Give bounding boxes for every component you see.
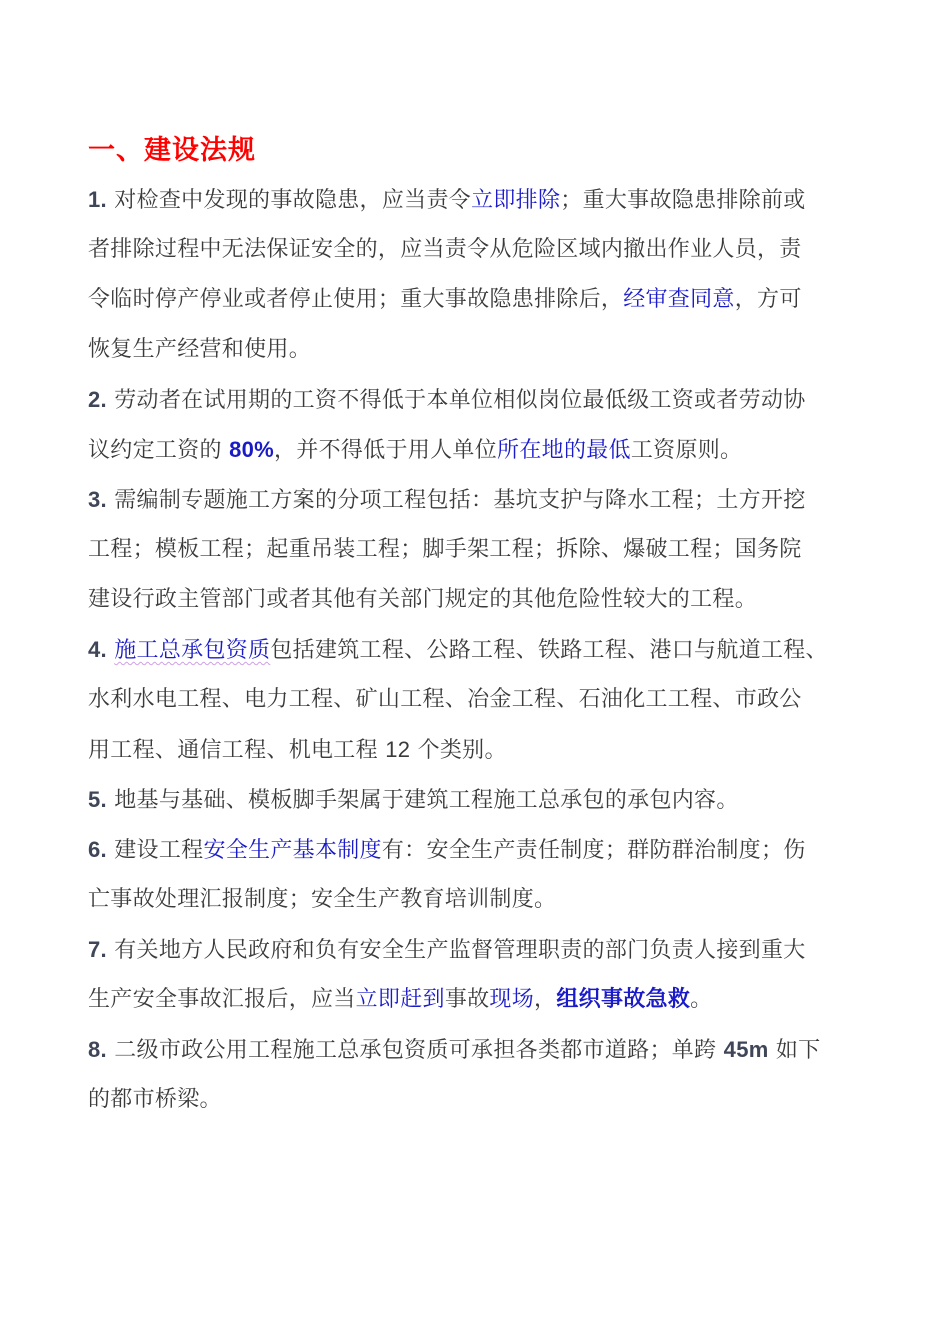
- highlighted-text: 80%: [229, 437, 275, 462]
- highlighted-text: 组织事故急救: [556, 987, 691, 1012]
- text-line: [88, 825, 878, 875]
- highlighted-text: 安全生产基本制度: [203, 838, 382, 863]
- text-segment: 需编制专题施工方案的分项工程包括：基坑支护与降水工程；土方开挖: [106, 488, 806, 513]
- highlighted-text: 经审查同意: [623, 287, 735, 312]
- text-segment: 恢复生产经营和使用。: [88, 337, 312, 362]
- item-number: 2.: [88, 387, 107, 412]
- text-line: [88, 775, 878, 825]
- text-segment: 如下: [768, 1038, 821, 1063]
- text-segment: 地基与基础、模板脚手架属于建筑工程施工总承包的承包内容。: [106, 788, 739, 813]
- text-segment: ；重大事故隐患排除前或: [560, 188, 806, 213]
- item-number: 7.: [88, 937, 107, 962]
- text-line: [88, 975, 878, 1025]
- item-number: 6.: [88, 837, 107, 862]
- text-segment: 有关地方人民政府和负有安全生产监督管理职责的部门负责人接到重大: [106, 938, 806, 963]
- text-segment: 劳动者在试用期的工资不得低于本单位相似岗位最低级工资或者劳动协: [106, 388, 806, 413]
- text-line: [88, 525, 878, 575]
- text-segment: 令临时停产停业或者停止使用；重大事故隐患排除后，: [88, 287, 624, 312]
- highlighted-text: 立即排除: [471, 188, 561, 213]
- text-segment: ，方可: [734, 287, 802, 312]
- text-line: [88, 925, 878, 975]
- text-segment: 12: [385, 737, 411, 762]
- text-segment: 有：安全生产责任制度；群防群治制度；伤: [381, 838, 806, 863]
- highlighted-text: 现场: [489, 987, 535, 1012]
- text-segment: 对检查中发现的事故隐患，应当责令: [106, 188, 472, 213]
- text-segment: 个类别。: [410, 738, 507, 763]
- text-segment: 亡事故处理汇报制度；安全生产教育培训制度。: [88, 887, 557, 912]
- text-segment: 议约定工资的: [88, 438, 230, 463]
- text-line: [88, 475, 878, 525]
- underlined-term: 施工总承包资质: [114, 638, 271, 663]
- text-line: [88, 875, 878, 925]
- section-heading: 一、建设法规: [88, 135, 256, 166]
- item-number: 3.: [88, 487, 107, 512]
- text-segment: 水利水电工程、电力工程、矿山工程、冶金工程、石油化工工程、市政公: [88, 687, 802, 712]
- text-segment: 的都市桥梁。: [88, 1087, 222, 1112]
- text-segment: 。: [690, 987, 713, 1012]
- text-line: [88, 375, 878, 425]
- text-segment: 用工程、通信工程、机电工程: [88, 738, 386, 763]
- text-line: [88, 575, 878, 625]
- text-segment: 生产安全事故汇报后，应当: [88, 987, 356, 1012]
- document-body: [88, 175, 878, 1125]
- text-line: [88, 675, 878, 725]
- item-number: 8.: [88, 1037, 107, 1062]
- text-segment: 包括建筑工程、公路工程、铁路工程、港口与航道工程、: [270, 638, 828, 663]
- highlighted-text: 立即赶到: [355, 987, 445, 1012]
- text-segment: 工资原则。: [630, 438, 743, 463]
- item-number: 4.: [88, 637, 107, 662]
- text-line: [88, 1075, 878, 1125]
- text-line: [88, 325, 878, 375]
- item-number: 45m: [723, 1037, 769, 1062]
- text-line: [88, 725, 878, 775]
- text-segment: 工程；模板工程；起重吊装工程；脚手架工程；拆除、爆破工程；国务院: [88, 537, 802, 562]
- text-segment: 二级市政公用工程施工总承包资质可承担各类都市道路；单跨: [106, 1038, 724, 1063]
- text-segment: ，: [534, 987, 557, 1012]
- text-line: [88, 1025, 878, 1075]
- text-line: [88, 275, 878, 325]
- text-segment: ，并不得低于用人单位: [274, 438, 498, 463]
- text-segment: 者排除过程中无法保证安全的，应当责令从危险区域内撤出作业人员，责: [88, 237, 802, 262]
- text-line: [88, 175, 878, 225]
- text-segment: 建设行政主管部门或者其他有关部门规定的其他危险性较大的工程。: [88, 587, 758, 612]
- text-line: [88, 425, 878, 475]
- text-line: [88, 625, 878, 675]
- highlighted-text: 所在地的最低: [497, 438, 631, 463]
- text-segment: 建设工程: [106, 838, 204, 863]
- item-number: 1.: [88, 187, 107, 212]
- text-line: [88, 225, 878, 275]
- text-segment: 事故: [444, 987, 490, 1012]
- item-number: 5.: [88, 787, 107, 812]
